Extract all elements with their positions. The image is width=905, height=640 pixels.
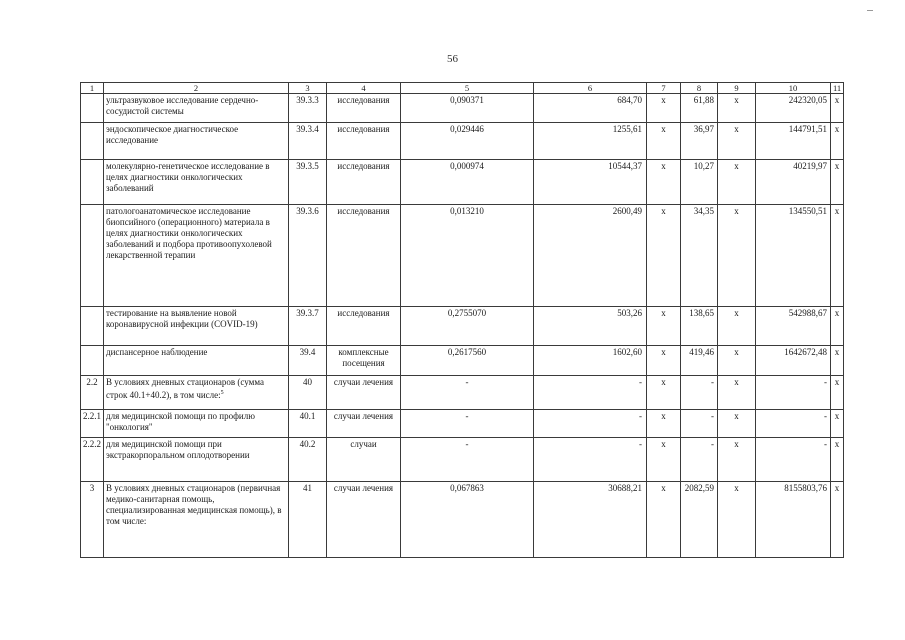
cell-text: 10,27	[693, 161, 714, 171]
header-cell: 9	[718, 83, 756, 94]
cell-c9	[718, 438, 756, 482]
cell-c3	[289, 307, 327, 346]
table-row	[81, 94, 844, 123]
cell-c3	[289, 410, 327, 438]
cell-text: 40.1	[299, 411, 316, 421]
cell-text: -	[465, 377, 469, 387]
cell-c5	[401, 410, 534, 438]
cell-c4	[327, 346, 401, 376]
cell-text: исследования	[337, 308, 390, 318]
cell-c4	[327, 376, 401, 410]
cell-text: х	[661, 377, 666, 387]
header-cell: 10	[756, 83, 831, 94]
cell-text: х	[834, 347, 840, 357]
cell-c6	[534, 410, 647, 438]
cell-c10	[756, 376, 831, 410]
cell-text: х	[734, 483, 739, 493]
header-cell: 5	[401, 83, 534, 94]
table-row	[81, 346, 844, 376]
cell-c5	[401, 123, 534, 160]
cell-text: для медицинской помощи при экстракорпоральном оплодотворении	[106, 439, 250, 460]
cell-text: 39.3.4	[296, 124, 319, 134]
cell-c10	[756, 94, 831, 123]
cell-c1	[81, 438, 104, 482]
cell-c4	[327, 410, 401, 438]
cell-text: 1255,61	[612, 124, 642, 134]
footnote-mark: 5	[220, 390, 224, 396]
header-cell: 3	[289, 83, 327, 94]
cell-c7	[647, 346, 681, 376]
table-row	[81, 410, 844, 438]
cell-c4	[327, 307, 401, 346]
cell-text: 0,090371	[450, 95, 484, 105]
cell-text: х	[661, 124, 666, 134]
cell-text: -	[711, 411, 714, 421]
cell-c11	[831, 410, 844, 438]
cell-text: 542988,67	[788, 308, 827, 318]
cell-c10	[756, 346, 831, 376]
cell-c1	[81, 307, 104, 346]
cell-text: х	[734, 411, 739, 421]
cell-c1	[81, 205, 104, 307]
cell-c2	[104, 160, 289, 205]
cell-text: 144791,51	[788, 124, 827, 134]
cell-text: 40219,97	[793, 161, 827, 171]
cell-text: 61,88	[693, 95, 714, 105]
header-cell: 2	[104, 83, 289, 94]
cell-c4	[327, 94, 401, 123]
cell-c6	[534, 123, 647, 160]
cell-c3	[289, 346, 327, 376]
table-row	[81, 160, 844, 205]
cell-text: х	[734, 439, 739, 449]
cell-text: 39.3.7	[296, 308, 319, 318]
cell-text: -	[711, 377, 714, 387]
cell-text: х	[734, 95, 739, 105]
header-cell: 1	[81, 83, 104, 94]
cell-c11	[831, 482, 844, 558]
cell-text: х	[834, 377, 840, 387]
cell-text: х	[834, 308, 840, 318]
cell-text: 2.2.1	[83, 411, 101, 421]
cell-c6	[534, 346, 647, 376]
cell-text: х	[661, 483, 666, 493]
cell-text: х	[734, 124, 739, 134]
table-row	[81, 307, 844, 346]
cell-text: 242320,05	[788, 95, 827, 105]
cell-c5	[401, 94, 534, 123]
header-cell: 8	[681, 83, 718, 94]
cell-c8	[681, 123, 718, 160]
cell-c7	[647, 94, 681, 123]
cell-text: 2.2	[86, 377, 98, 387]
cell-c1	[81, 94, 104, 123]
cell-text: 2600,49	[612, 206, 642, 216]
cell-c8	[681, 307, 718, 346]
scan-mark	[867, 10, 873, 11]
cell-text: 0,029446	[450, 124, 484, 134]
cell-c7	[647, 307, 681, 346]
cell-text: х	[834, 483, 840, 493]
cell-text: 0,000974	[450, 161, 484, 171]
cell-c4	[327, 205, 401, 307]
cell-text: эндоскопическое диагностическое исследование	[106, 124, 239, 145]
header-cell: 6	[534, 83, 647, 94]
cell-text: х	[834, 124, 840, 134]
cell-c4	[327, 123, 401, 160]
cell-text: диспансерное наблюдение	[106, 347, 208, 357]
cell-c7	[647, 410, 681, 438]
cell-c10	[756, 205, 831, 307]
cell-c6	[534, 160, 647, 205]
cell-text: 41	[303, 483, 312, 493]
cell-text: х	[734, 206, 739, 216]
cell-c4	[327, 160, 401, 205]
cell-text: 39.3.3	[296, 95, 319, 105]
cell-text: 2.2.2	[83, 439, 101, 449]
cell-c10	[756, 482, 831, 558]
cell-text: 39.4	[299, 347, 316, 357]
cell-text: х	[834, 95, 840, 105]
cell-text: 0,2617560	[447, 347, 487, 357]
cell-text: 503,26	[617, 308, 642, 318]
cell-c7	[647, 123, 681, 160]
cell-c2	[104, 307, 289, 346]
cell-c3	[289, 376, 327, 410]
cell-text: 36,97	[693, 124, 714, 134]
cell-c5	[401, 346, 534, 376]
cell-c9	[718, 160, 756, 205]
cell-c8	[681, 160, 718, 205]
table-row	[81, 438, 844, 482]
cell-c2	[104, 482, 289, 558]
cell-text: -	[824, 377, 827, 387]
table-row	[81, 376, 844, 410]
cell-text: 684,70	[617, 95, 642, 105]
cell-c2	[104, 123, 289, 160]
header-cell: 11	[831, 83, 844, 94]
cell-text: 2082,59	[684, 483, 714, 493]
cell-c9	[718, 94, 756, 123]
header-cell: 7	[647, 83, 681, 94]
header-cell: 4	[327, 83, 401, 94]
cell-c2	[104, 346, 289, 376]
cell-c4	[327, 438, 401, 482]
cell-text: -	[711, 439, 714, 449]
cell-text: х	[661, 411, 666, 421]
cell-c10	[756, 123, 831, 160]
cell-text: х	[734, 347, 739, 357]
cell-text: патологоанатомическое исследование биопсийного (операционного) материала в целях диагностики онкологических заболеваний и подбора противоопухолевой лекарственной терапии	[106, 206, 272, 260]
cell-c8	[681, 482, 718, 558]
cell-c8	[681, 410, 718, 438]
cell-text: ультразвуковое исследование сердечно-сосудистой системы	[106, 95, 259, 116]
cell-text: комплексные посещения	[338, 347, 389, 368]
cell-text: 10544,37	[608, 161, 642, 171]
cell-text: х	[661, 439, 666, 449]
cell-text: х	[834, 411, 840, 421]
cell-c1	[81, 410, 104, 438]
cell-text: 1642672,48	[784, 347, 827, 357]
cell-c3	[289, 482, 327, 558]
cell-c8	[681, 205, 718, 307]
cell-text: х	[661, 95, 666, 105]
table-row	[81, 482, 844, 558]
cell-text: 8155803,76	[784, 483, 827, 493]
cell-text: х	[834, 206, 840, 216]
cell-text: случаи лечения	[333, 483, 394, 493]
cell-c8	[681, 438, 718, 482]
cell-text: исследования	[337, 206, 390, 216]
cell-text: случаи лечения	[333, 411, 394, 421]
cell-c7	[647, 376, 681, 410]
cell-text: -	[639, 439, 642, 449]
cell-c9	[718, 123, 756, 160]
cell-c11	[831, 438, 844, 482]
table-row	[81, 205, 844, 307]
cell-text: -	[639, 377, 642, 387]
cell-text: 419,46	[689, 347, 714, 357]
cell-c6	[534, 482, 647, 558]
cell-c6	[534, 205, 647, 307]
cell-text: 0,067863	[450, 483, 484, 493]
cell-c11	[831, 123, 844, 160]
cell-text: -	[639, 411, 642, 421]
cell-text: 3	[89, 483, 95, 493]
cell-c3	[289, 205, 327, 307]
cell-c2	[104, 376, 289, 410]
cell-text: х	[661, 206, 666, 216]
cell-text: В условиях дневных стационаров (сумма строк 40.1+40.2), в том числе:	[106, 377, 265, 400]
cell-text: х	[834, 161, 840, 171]
cell-c6	[534, 307, 647, 346]
data-table	[80, 82, 844, 558]
cell-c5	[401, 482, 534, 558]
cell-text: -	[465, 411, 469, 421]
cell-text: 40	[303, 377, 312, 387]
cell-c10	[756, 410, 831, 438]
cell-text: 30688,21	[608, 483, 642, 493]
cell-c11	[831, 94, 844, 123]
cell-text: молекулярно-генетическое исследование в целях диагностики онкологических заболеваний	[106, 161, 270, 193]
cell-c11	[831, 307, 844, 346]
cell-c7	[647, 205, 681, 307]
cell-text: -	[824, 411, 827, 421]
cell-text: В условиях дневных стационаров (первичная медико-санитарная помощь, специализированная медицинская помощь), в том числе:	[106, 483, 282, 526]
cell-text: х	[734, 161, 739, 171]
cell-text: х	[734, 308, 739, 318]
cell-c9	[718, 376, 756, 410]
cell-text: х	[834, 439, 840, 449]
cell-c2	[104, 410, 289, 438]
cell-text: случаи лечения	[333, 377, 394, 387]
cell-text: х	[661, 308, 666, 318]
page-number: 56	[447, 53, 458, 65]
header-row	[81, 83, 844, 94]
cell-c6	[534, 94, 647, 123]
cell-c11	[831, 376, 844, 410]
cell-text: 1602,60	[612, 347, 642, 357]
cell-text: х	[661, 347, 666, 357]
cell-text: 34,35	[693, 206, 714, 216]
cell-c5	[401, 376, 534, 410]
cell-c5	[401, 438, 534, 482]
cell-c2	[104, 438, 289, 482]
cell-c11	[831, 205, 844, 307]
cell-text: х	[661, 161, 666, 171]
cell-text: 40.2	[299, 439, 316, 449]
cell-c6	[534, 438, 647, 482]
cell-c8	[681, 376, 718, 410]
cell-c11	[831, 346, 844, 376]
cell-c5	[401, 205, 534, 307]
cell-c5	[401, 307, 534, 346]
table-row	[81, 123, 844, 160]
cell-c1	[81, 160, 104, 205]
cell-c7	[647, 160, 681, 205]
cell-c9	[718, 205, 756, 307]
cell-text: исследования	[337, 95, 390, 105]
cell-c1	[81, 123, 104, 160]
cell-text: исследования	[337, 124, 390, 134]
cell-text: случаи	[350, 439, 377, 449]
cell-c10	[756, 160, 831, 205]
cell-text: 138,65	[689, 308, 714, 318]
cell-text: исследования	[337, 161, 390, 171]
cell-text: для медицинской помощи по профилю "онкология"	[106, 411, 255, 432]
cell-c3	[289, 160, 327, 205]
cell-text: х	[734, 377, 739, 387]
cell-text: 39.3.5	[296, 161, 319, 171]
cell-c10	[756, 438, 831, 482]
cell-c9	[718, 346, 756, 376]
cell-c2	[104, 94, 289, 123]
cell-text: 0,2755070	[447, 308, 487, 318]
cell-c10	[756, 307, 831, 346]
cell-text: 134550,51	[788, 206, 827, 216]
cell-c9	[718, 307, 756, 346]
cell-c7	[647, 438, 681, 482]
cell-text: 39.3.6	[296, 206, 319, 216]
cell-text: тестирование на выявление новой коронавирусной инфекции (COVID-19)	[106, 308, 258, 329]
cell-c1	[81, 482, 104, 558]
cell-c8	[681, 346, 718, 376]
cell-c3	[289, 94, 327, 123]
cell-c11	[831, 160, 844, 205]
cell-c6	[534, 376, 647, 410]
cell-c8	[681, 94, 718, 123]
cell-c3	[289, 438, 327, 482]
cell-c1	[81, 376, 104, 410]
cell-c1	[81, 346, 104, 376]
cell-c9	[718, 482, 756, 558]
cell-c5	[401, 160, 534, 205]
cell-c2	[104, 205, 289, 307]
cell-text: -	[824, 439, 827, 449]
cell-text: -	[465, 439, 469, 449]
cell-c9	[718, 410, 756, 438]
cell-c3	[289, 123, 327, 160]
cell-c7	[647, 482, 681, 558]
cell-c4	[327, 482, 401, 558]
cell-text: 0,013210	[450, 206, 484, 216]
